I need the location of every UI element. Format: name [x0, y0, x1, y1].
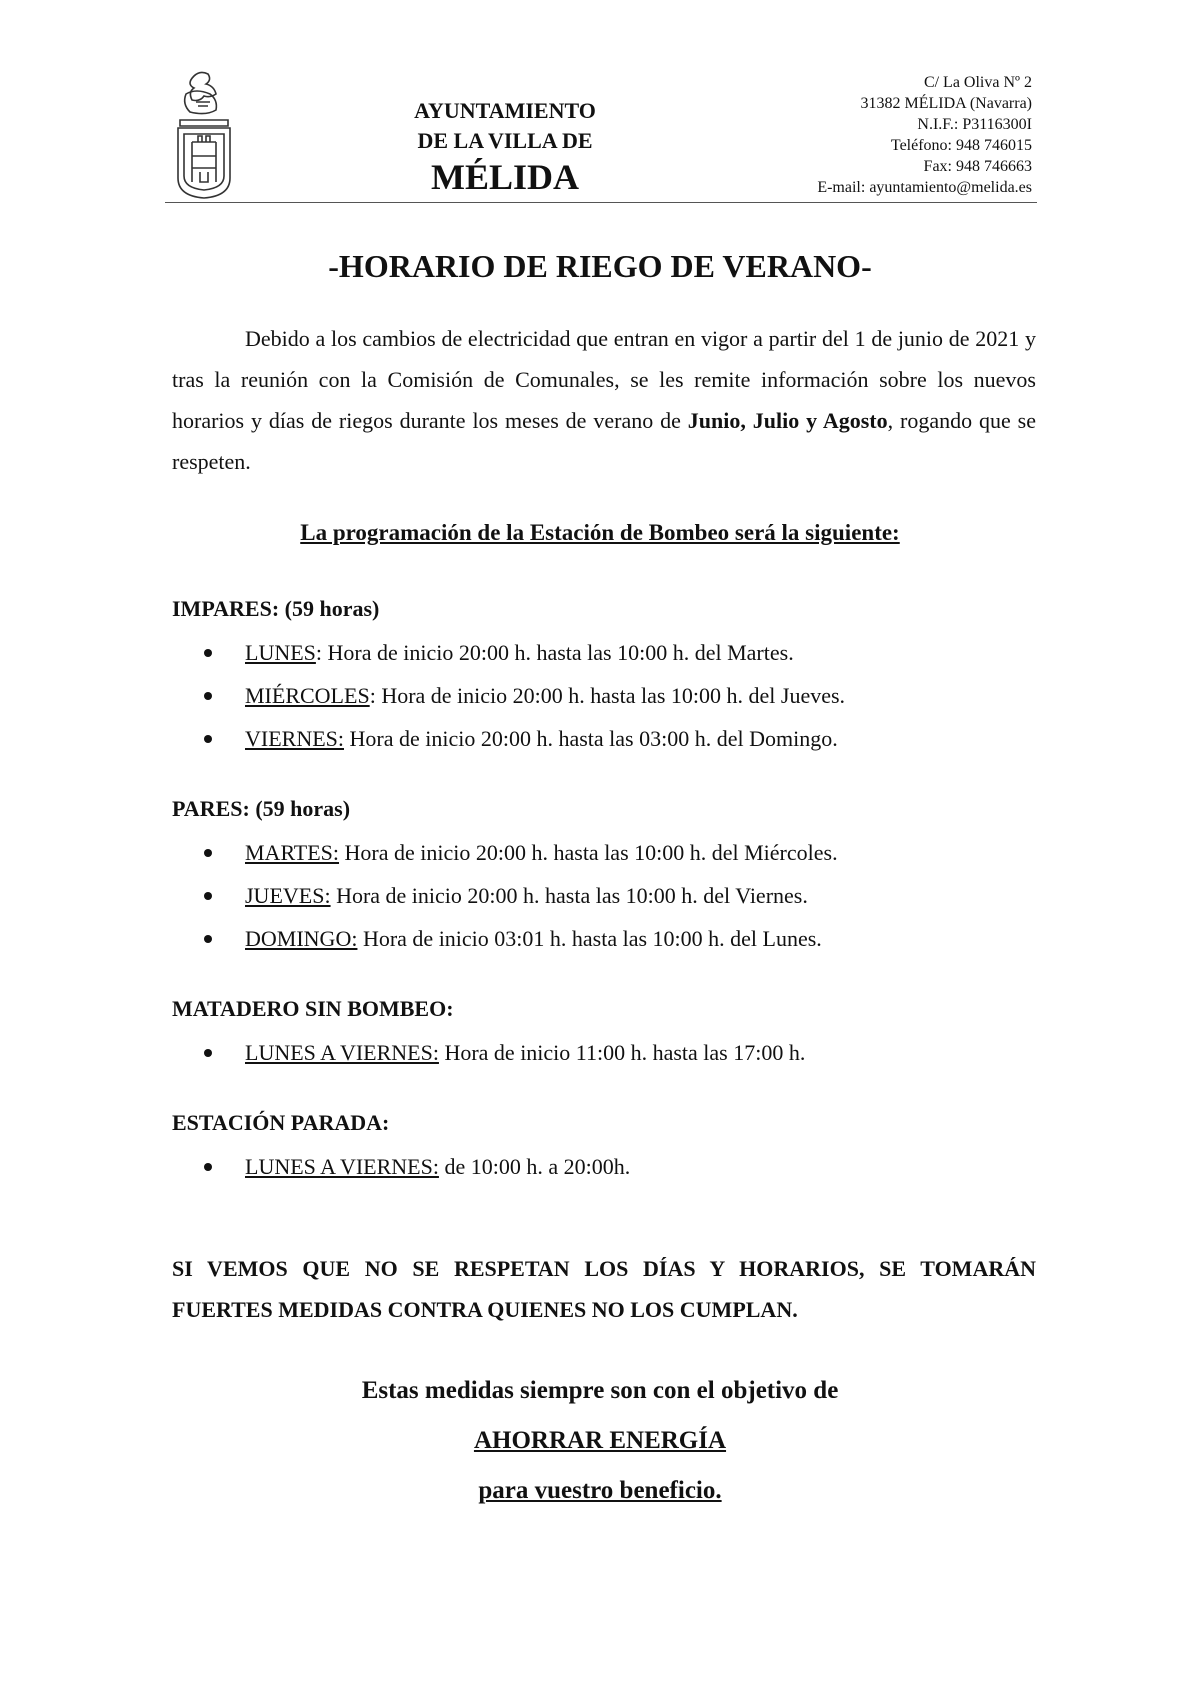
bullet-icon: [204, 849, 212, 857]
schedule-subheading: La programación de la Estación de Bombeo será la siguiente:: [300, 520, 900, 545]
section-heading-estacion-parada: ESTACIÓN PARADA:: [172, 1110, 390, 1135]
org-line-1: AYUNTAMIENTO: [414, 98, 596, 123]
schedule-hours: de 10:00 h. a 20:00h.: [438, 1154, 631, 1179]
bullet-icon: [204, 1163, 212, 1171]
contact-address: C/ La Oliva Nº 2: [923, 74, 1032, 91]
header-divider: [165, 202, 1037, 203]
schedule-hours: Hora de inicio 20:00 h. hasta las 03:00 h. del Domingo.: [344, 726, 838, 751]
schedule-hours: Hora de inicio 20:00 h. hasta las 10:00 h. del Viernes.: [330, 883, 808, 908]
schedule-hours: Hora de inicio 03:01 h. hasta las 10:00 h. del Lunes.: [357, 926, 822, 951]
schedule-day: DOMINGO:: [245, 926, 358, 951]
bullet-icon: [204, 892, 212, 900]
schedule-sep: :: [369, 683, 376, 708]
contact-nif: N.I.F.: P3116300I: [917, 116, 1032, 133]
closing-prefix: Estas medidas siempre son con el objetivo de: [361, 1377, 839, 1404]
organization-name: [370, 96, 640, 197]
contact-city: 31382 MÉLIDA (Navarra): [860, 95, 1032, 112]
schedule-hours: Hora de inicio 20:00 h. hasta las 10:00 h. del Jueves.: [375, 683, 846, 708]
section-heading-matadero: MATADERO SIN BOMBEO:: [172, 996, 454, 1021]
schedule-day: JUEVES:: [245, 883, 331, 908]
closing-statement: [0, 1366, 1200, 1516]
closing-line-2: para vuestro beneficio.: [478, 1477, 722, 1504]
schedule-hours: Hora de inicio 20:00 h. hasta las 10:00 h. del Miércoles.: [339, 840, 838, 865]
org-line-2: DE LA VILLA DE: [417, 128, 593, 153]
schedule-day: MARTES:: [245, 840, 340, 865]
intro-paragraph: [172, 318, 1036, 482]
schedule-hours: Hora de inicio 11:00 h. hasta las 17:00 h.: [438, 1040, 806, 1065]
section-heading-impares: IMPARES: (59 horas): [172, 596, 380, 621]
page-title: -HORARIO DE RIEGO DE VERANO-: [328, 248, 872, 284]
schedule-day: LUNES A VIERNES:: [245, 1154, 439, 1179]
contact-block: [817, 72, 1032, 198]
schedule-day: LUNES: [245, 640, 316, 665]
bullet-icon: [204, 935, 212, 943]
schedule-day: VIERNES:: [245, 726, 344, 751]
section-heading-pares: PARES: (59 horas): [172, 796, 351, 821]
contact-email: E-mail: ayuntamiento@melida.es: [817, 179, 1032, 196]
bullet-icon: [204, 735, 212, 743]
schedule-hours: Hora de inicio 20:00 h. hasta las 10:00 h. del Martes.: [322, 640, 794, 665]
closing-highlight: AHORRAR ENERGÍA: [473, 1427, 727, 1454]
intro-text-a: Debido a los cambios de electricidad que entran en vigor a partir del 1 de junio de 2021 y tras la reunión con la Comisión de Comunales, se les remite información sobre los nuevos horarios y días de riegos durante los meses de verano de: [172, 326, 1036, 433]
intro-months: Junio, Julio y Agosto: [687, 408, 888, 433]
coat-of-arms-icon: [172, 68, 236, 204]
bullet-icon: [204, 1049, 212, 1057]
contact-phone: Teléfono: 948 746015: [890, 137, 1032, 154]
schedule-sep: :: [315, 640, 323, 665]
intro-text-b: , rogando que se respeten.: [172, 408, 1036, 474]
contact-fax: Fax: 948 746663: [923, 158, 1032, 175]
closing-line-1: [0, 1366, 1200, 1466]
bullet-icon: [204, 649, 212, 657]
org-line-3: MÉLIDA: [430, 157, 579, 197]
schedule-day: MIÉRCOLES: [245, 683, 370, 708]
schedule-day: LUNES A VIERNES:: [245, 1040, 439, 1065]
bullet-icon: [204, 692, 212, 700]
warning-notice: SI VEMOS QUE NO SE RESPETAN LOS DÍAS Y HORARIOS, SE TOMARÁN FUERTES MEDIDAS CONTRA QUIENES NO LOS CUMPLAN.: [172, 1256, 1036, 1322]
